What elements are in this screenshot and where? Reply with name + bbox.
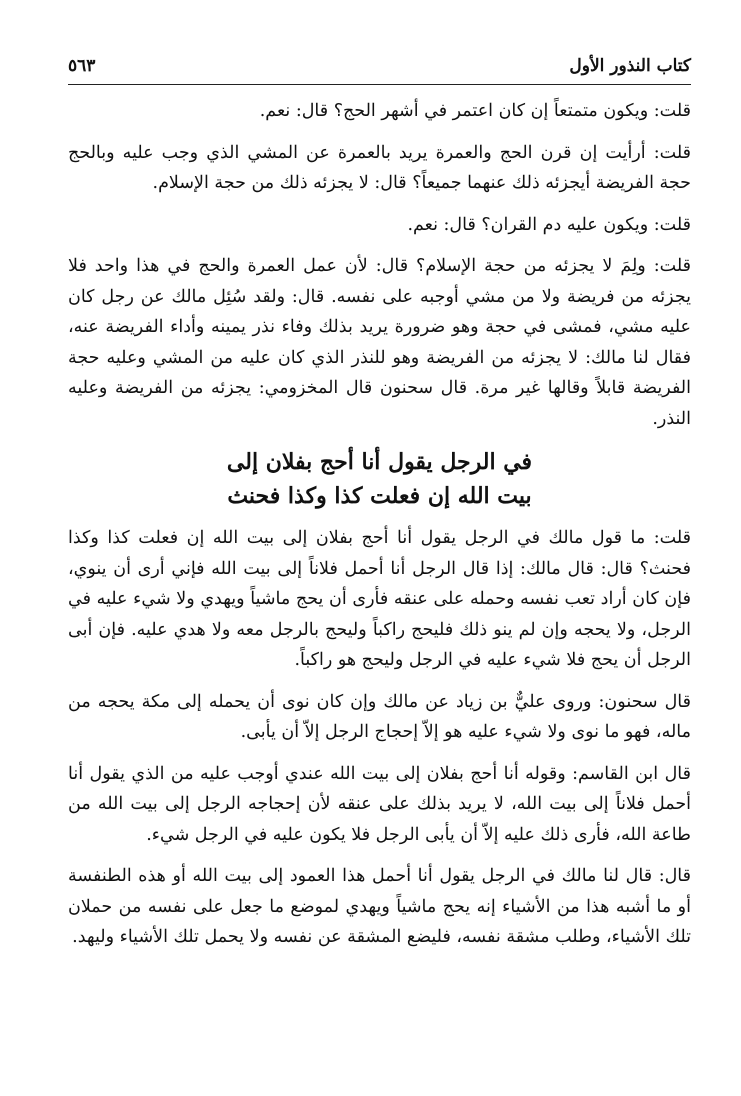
paragraph: قلت: ويكون عليه دم القران؟ قال: نعم.: [407, 214, 691, 235]
paragraph: قال: قال لنا مالك في الرجل يقول أنا أحمل هذا العمود إلى بيت الله أو هذه الطنفسة أو ما أشبه هذا من الأشياء إنه يحج ماشياً ويهدي لموضع ما جعل على نفسه من حملان تلك الأشياء، وطلب مشقة نفسه، فليضع المشقة عن نفسه ولا يحمل تلك الأشياء وليهد.: [68, 866, 691, 947]
section-heading-line-2: بيت الله إن فعلت كذا وكذا فحنث: [227, 483, 532, 509]
section-heading: [68, 445, 691, 513]
section-heading-line-1: في الرجل يقول أنا أحج بفلان إلى: [226, 449, 533, 475]
paragraph: قال ابن القاسم: وقوله أنا أحج بفلان إلى بيت الله عندي أوجب عليه من الذي يقول أنا أحمل فلاناً إلى بيت الله، لا يريد بذلك على عنقه لأن إحجاجه الرجل إلى بيت الله من طاعة الله، فأرى ذلك عليه إلاّ أن يأبى الرجل فلا يكون عليه في الرجل شيء.: [68, 763, 691, 845]
paragraph: قلت: ويكون متمتعاً إن كان اعتمر في أشهر الحج؟ قال: نعم.: [259, 101, 691, 121]
running-title: كتاب النذور الأول: [569, 56, 691, 76]
paragraph: قلت: ولِمَ لا يجزئه من حجة الإسلام؟ قال: لأن عمل العمرة والحج في هذا واحد فلا يجزئه من فريضة ولا من مشي أوجبه على نفسه. قال: ولقد سُئِل مالك عن رجل كان عليه مشي، فمشى في حجة وهو ضرورة يريد بذلك وفاء نذر يمينه وأداء الفريضة عنه، فقال لنا مالك: لا يجزئه من الفريضة وهو للنذر الذي كان عليه من المشي وعليه حجة الفريضة قابلاً وقالها غير مرة. قال سحنون قال المخزومي: يجزئه من الفريضة وعليه النذر.: [68, 256, 691, 429]
page-header: [68, 50, 691, 85]
page-body: [68, 96, 691, 964]
paragraph: قال سحنون: وروى عليٌّ بن زياد عن مالك وإن كان نوى أن يحمله إلى مكة يحجه من ماله، فهو ما نوى ولا شيء عليه هو إلاّ إحجاج الرجل إلاّ أن يأبى.: [68, 691, 691, 742]
page-number: ٥٦٣: [68, 56, 96, 76]
paragraph: قلت: ما قول مالك في الرجل يقول أنا أحج بفلان إلى بيت الله إن فعلت كذا وكذا فحنث؟ قال: قال مالك: إذا قال الرجل أنا أحمل فلاناً إلى بيت الله فإني أرى أن ينوي، فإن كان أراد تعب نفسه وحمله على عنقه فأرى أن يحج ماشياً ويهدي ولا شيء عليه في الرجل، ولا يحجه وإن لم ينو ذلك فليحج راكباً وليحج بالرجل معه ولا هدي عليه. فإن أبى الرجل أن يحج فلا شيء عليه في الرجل وليحج هو راكباً.: [68, 528, 691, 670]
paragraph: قلت: أرأيت إن قرن الحج والعمرة يريد بالعمرة عن المشي الذي وجب عليه وبالحج حجة الفريضة أيجزئه ذلك عنهما جميعاً؟ قال: لا يجزئه ذلك من حجة الإسلام.: [68, 142, 691, 193]
